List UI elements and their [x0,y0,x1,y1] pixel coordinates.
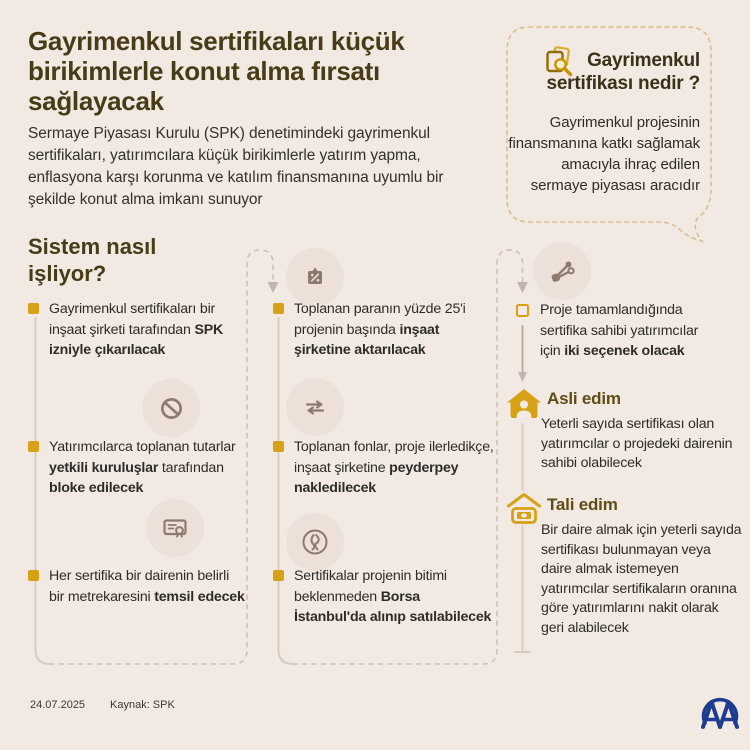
step-item-2 [28,437,246,499]
borsa-istanbul-icon [300,527,330,557]
certificate-icon [161,514,189,542]
bullet-square-icon [273,441,284,452]
step-icon-circle [533,242,591,300]
step-icon-circle [286,513,344,571]
step-icon-circle [286,378,344,436]
intro-text: Sermaye Piyasası Kurulu (SPK) denetimindeki gayrimenkul sertifikaları, yatırımcılara küçük birikimlerle yatırım yapma, enflasyona karşı korunma ve katılım finansmanına uyumlu bir şekilde konut alma imkanı sunuyor [28,125,444,208]
hand-keys-icon [547,256,577,286]
definition-card-title: Gayrimenkul sertifikası nedir ? [546,50,700,94]
transfer-arrows-icon [301,393,329,421]
source-label: Kaynak: SPK [110,699,175,711]
step-text: Toplanan paranın yüzde 25'i projenin başında inşaat şirketine aktarılacak [294,301,466,358]
step-text: Toplanan fonlar, proje ilerledikçe, inşaat şirketine peyderpey nakledilecek [294,439,494,496]
arrow-down-icon [268,282,279,293]
step-icon-circle [146,499,204,557]
step-text: Sertifikalar projenin bitimi beklenmeden Borsa İstanbul'da alınıp satılabilecek [294,568,492,625]
step-text: Yatırımcılarca toplanan tutarlar yetkili kuruluşlar tarafından bloke edilecek [49,439,236,496]
step-item-5 [273,437,494,499]
step-item-4 [273,299,494,361]
arrow-down-icon [518,372,527,382]
bullet-square-icon [273,303,284,314]
discount-tag-icon [302,264,328,290]
tali-edim-body: Bir daire almak için yeterli sayıda sertifikası bulunmayan veya daire almak istemeyen yatırımcılar sertifikaların oranına göre yatırımlarını nakit olarak geri alabilecek [541,522,742,636]
prohibition-icon [158,395,185,422]
publish-date: 24.07.2025 [30,699,86,711]
step-icon-circle [142,379,200,437]
aa-agency-logo [696,688,744,730]
bullet-square-outline-icon [516,304,529,317]
step-item-6 [273,566,494,628]
step-text: Gayrimenkul sertifikaları bir inşaat şirketi tarafından SPK izniyle çıkarılacak [49,301,224,358]
tali-edim-title: Tali edim [547,495,618,514]
bullet-square-icon [273,570,284,581]
arrow-down-icon [517,282,528,293]
step-item-3 [28,566,246,607]
house-banknote-icon [504,492,544,528]
step-text: Her sertifika bir dairenin belirli bir metrekaresini temsil edecek [49,568,245,605]
asli-edim-title: Asli edim [547,389,621,408]
section-title: Sistem nasıl işliyor? [28,234,157,286]
step-text: Proje tamamlandığında sertifika sahibi yatırımcılar için iki seçenek olacak [540,302,699,359]
step-icon-circle [286,248,344,306]
page-title: Gayrimenkul sertifikaları küçük birikimlerle konut alma fırsatı sağlayacak [28,26,405,116]
step-item-7 [540,300,718,362]
house-person-icon [504,386,544,422]
step-item-1 [28,299,246,361]
asli-edim-body: Yeterli sayıda sertifikası olan yatırımcılar o projedeki dairenin sahibi olabilecek [541,416,733,471]
bullet-square-icon [28,441,39,452]
definition-card-body: Gayrimenkul projesinin finansmanına katkı sağlamak amacıyla ihraç edilen sermaye piyasası aracıdır [508,114,700,194]
bullet-square-icon [28,303,39,314]
bullet-square-icon [28,570,39,581]
